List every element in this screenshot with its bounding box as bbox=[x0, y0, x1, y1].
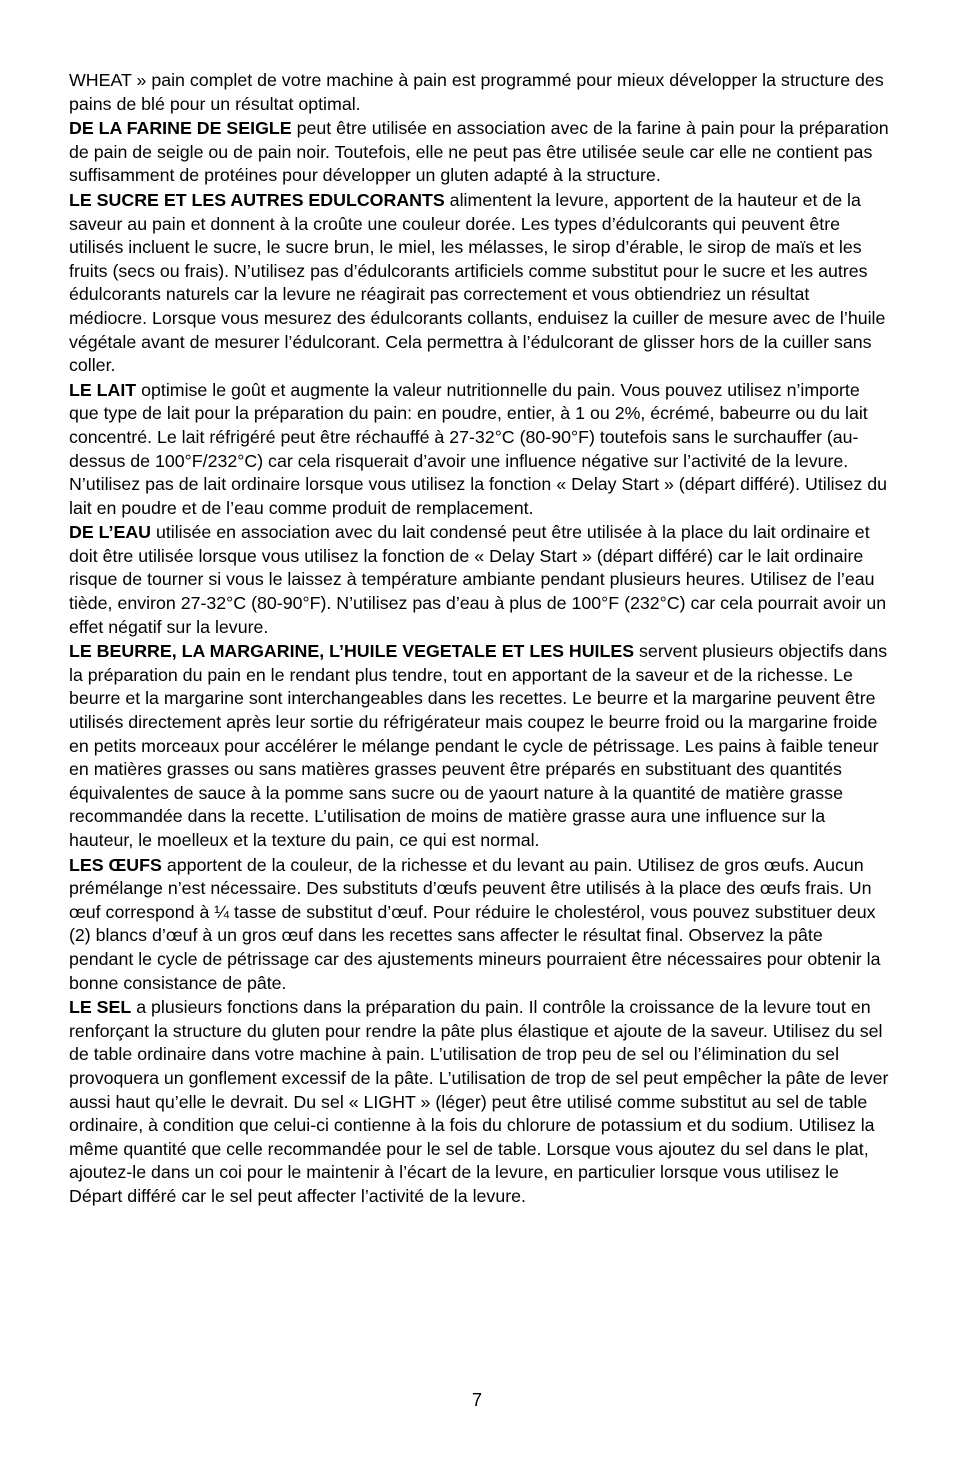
paragraph-rye-flour bbox=[69, 117, 891, 188]
paragraph-text: a plusieurs fonctions dans la préparation du pain. Il contrôle la croissance de la levure tout en renforçant la structure du gluten pour rendre la pâte plus élastique et ajoute de la saveur. Utilisez du sel de table ordinaire dans votre machine à pain. L’utilisation de trop peu de sel ou l’élimination du sel provoquera un gonflement excessif de la pâte. L’utilisation de trop de sel peut empêcher la pâte de lever aussi haut qu’elle le devrait. Du sel « LIGHT » (léger) peut être utilisé comme substitut au sel de table ordinaire, à condition que celui-ci contienne à la fois du chlorure de potassium et du sodium. Utilisez la même quantité que celle recommandée pour le sel de table. Lorsque vous ajoutez du sel dans le plat, ajoutez-le dans un coi pour le maintenir à l’écart de la levure, en particulier lorsque vous utilisez le Départ différé car le sel peut affecter l’activité de la levure. bbox=[69, 997, 889, 1206]
paragraph-wheat bbox=[69, 69, 891, 116]
paragraph-term: LE SEL bbox=[69, 997, 132, 1018]
paragraph-water bbox=[69, 521, 891, 639]
paragraph-term: LE BEURRE, LA MARGARINE, L’HUILE VEGETALE ET LES HUILES bbox=[69, 641, 635, 662]
paragraph-text: peut être utilisée en association avec de la farine à pain pour la préparation de pain de seigle ou de pain noir. Toutefois, elle ne peut pas être utilisée seule car elle ne contient pas suffisamment de protéines pour développer un gluten adapté à la structure. bbox=[69, 118, 889, 186]
paragraph-term: LES ŒUFS bbox=[69, 854, 162, 875]
paragraph-butter bbox=[69, 640, 891, 852]
paragraph-salt bbox=[69, 996, 891, 1208]
paragraph-term: DE L’EAU bbox=[69, 522, 152, 543]
paragraph-text: optimise le goût et augmente la valeur nutritionnelle du pain. Vous pouvez utilisez n’importe que type de lait pour la préparation du pain: en poudre, entier, à 1 ou 2%, écrémé, babeurre ou du lait concentré. Le lait réfrigéré peut être réchauffé à 27-32°C (80-90°F) toutefois sans le surchauffer (au-dessus de 100°F/232°C) car cela risquerait d’avoir une influence négative sur l’activité de la levure. N’utilisez pas de lait ordinaire lorsque vous utilisez la fonction « Delay Start » (départ différé). Utilisez du lait en poudre et de l’eau comme produit de remplacement. bbox=[69, 379, 888, 518]
paragraph-term: LE LAIT bbox=[69, 379, 137, 400]
paragraph-text: WHEAT » pain complet de votre machine à pain est programmé pour mieux développer la structure des pains de blé pour un résultat optimal. bbox=[69, 70, 884, 114]
paragraph-milk bbox=[69, 379, 891, 521]
paragraph-term: LE SUCRE ET LES AUTRES EDULCORANTS bbox=[69, 189, 445, 210]
manual-page-body bbox=[69, 69, 891, 1209]
paragraph-eggs bbox=[69, 854, 891, 996]
paragraph-text: apportent de la couleur, de la richesse et du levant au pain. Utilisez de gros œufs. Aucun prémélange n’est nécessaire. Des substituts d’œufs peuvent être utilisés à la place des œufs frais. Un œuf correspond à ¼ tasse de substitut d’œuf. Pour réduire le cholestérol, vous pouvez substituer deux (2) blancs d’œuf à un gros œuf dans les recettes sans affecter le résultat final. Observez la pâte pendant le cycle de pétrissage car des ajustements mineurs pourraient être nécessaires pour obtenir la bonne consistance de pâte. bbox=[69, 854, 881, 993]
paragraph-text: utilisée en association avec du lait condensé peut être utilisée à la place du lait ordinaire et doit être utilisée lorsque vous utilisez la fonction de « Delay Start » (départ différé) car le lait ordinaire risque de tourner si vous le laissez à température ambiante pendant plusieurs heures. Utilisez de l’eau tiède, environ 27-32°C (80-90°F). N’utilisez pas d’eau à plus de 100°F (232°C) car cela pourrait avoir un effet négatif sur la levure. bbox=[69, 522, 887, 637]
paragraph-text: servent plusieurs objectifs dans la préparation du pain en le rendant plus tendre, tout en apportant de la saveur et de la richesse. Le beurre et la margarine sont interchangeables dans les recettes. Le beurre et la margarine peuvent être utilisés directement après leur sortie du réfrigérateur mais coupez le beurre froid ou la margarine froide en petits morceaux pour accélérer le mélange pendant le cycle de pétrissage. Les pains à faible teneur en matières grasses ou sans matières grasses peuvent être préparés en substituant des quantités équivalentes de sauce à la pomme sans sucre ou de yaourt nature à la quantité de matière grasse recommandée dans la recette. L’utilisation de moins de matière grasse aura une influence sur la hauteur, le moelleux et la texture du pain, ce qui est normal. bbox=[69, 641, 888, 850]
page-number: 7 bbox=[471, 1390, 482, 1410]
paragraph-text: alimentent la levure, apportent de la hauteur et de la saveur au pain et donnent à la croûte une couleur dorée. Les types d’édulcorants qui peuvent être utilisés incluent le sucre, le sucre brun, le miel, les mélasses, le sirop d’érable, le sirop de maïs et les fruits (secs ou frais). N’utilisez pas d’édulcorants artificiels comme substitut pour le sucre et les autres édulcorants naturels car la levure ne réagirait pas correctement et vous obtiendriez un résultat médiocre. Lorsque vous mesurez des édulcorants collants, enduisez la cuiller de mesure avec de l’huile végétale avant de mesurer l’édulcorant. Cela permettra à l’édulcorant de glisser hors de la cuiller sans coller. bbox=[69, 189, 886, 376]
paragraph-term: DE LA FARINE DE SEIGLE bbox=[69, 118, 292, 139]
paragraph-sugar bbox=[69, 189, 891, 378]
